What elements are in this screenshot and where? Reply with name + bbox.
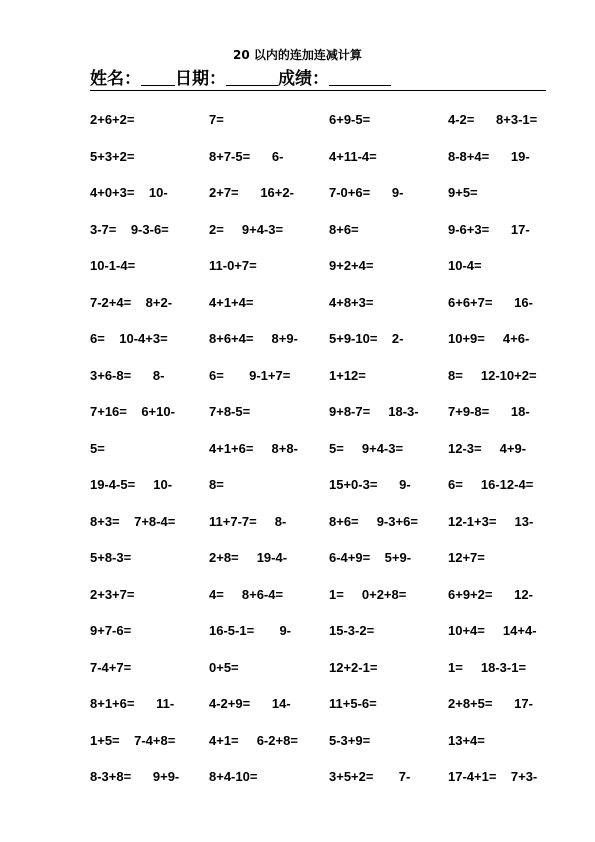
- problem-cell: 8-8+4= 19-: [448, 148, 530, 164]
- problem-cell: 10-4=: [448, 258, 482, 273]
- problem-cell: 8+3= 7+8-4=: [90, 513, 176, 529]
- problem-cell: 4+1+6= 8+8-: [209, 440, 298, 456]
- problem-cell: 19-4-5= 10-: [90, 477, 173, 492]
- problem-cell: 3-7= 9-3-6=: [90, 221, 169, 237]
- problem-cell: 8= 12-10+2=: [448, 367, 537, 383]
- problem-cell: 4+8+3=: [329, 294, 374, 310]
- date-field-blank[interactable]: [226, 67, 278, 86]
- problem-cell: 8+4-10=: [209, 769, 258, 784]
- problem-cell: 2+3+7=: [90, 586, 135, 602]
- problem-cell: 13+4=: [448, 732, 485, 748]
- score-field-blank[interactable]: [329, 67, 391, 86]
- name-field-blank[interactable]: [141, 67, 175, 86]
- score-label: 成绩：: [278, 69, 329, 89]
- problem-cell: 7+16= 6+10-: [90, 404, 175, 419]
- problem-cell: 7-2+4= 8+2-: [90, 294, 173, 310]
- problem-cell: 6+9-5=: [329, 112, 371, 127]
- problem-cell: 5+8-3=: [90, 550, 132, 565]
- problem-cell: 15-3-2=: [329, 623, 375, 638]
- problem-cell: 5-3+9=: [329, 732, 371, 748]
- problem-cell: 4-2+9= 14-: [209, 696, 291, 711]
- problem-cell: 12-1+3= 13-: [448, 513, 534, 529]
- date-label: 日期：: [175, 69, 226, 89]
- problem-cell: 7-0+6= 9-: [329, 185, 404, 200]
- problem-cell: 6= 9-1+7=: [209, 367, 291, 383]
- problem-cell: 2+6+2=: [90, 112, 135, 127]
- problem-cell: 4+1+4=: [209, 294, 254, 310]
- problem-cell: 9+8-7= 18-3-: [329, 404, 419, 419]
- problem-cell: 2= 9+4-3=: [209, 221, 284, 237]
- problem-cell: 4+0+3= 10-: [90, 185, 168, 200]
- problem-cell: 1= 18-3-1=: [448, 659, 527, 675]
- problem-cell: 4= 8+6-4=: [209, 586, 284, 602]
- problem-cell: 6= 16-12-4=: [448, 477, 534, 492]
- problem-cell: 2+7= 16+2-: [209, 185, 294, 200]
- problem-cell: 1= 0+2+8=: [329, 586, 407, 602]
- problem-cell: 12+7=: [448, 550, 485, 565]
- name-label: 姓名：: [90, 69, 141, 89]
- problem-cell: 4-2= 8+3-1=: [448, 112, 538, 127]
- problem-cell: 12-3= 4+9-: [448, 440, 527, 456]
- problem-cell: 5+9-10= 2-: [329, 331, 404, 346]
- problem-cell: 6-4+9= 5+9-: [329, 550, 412, 565]
- problem-cell: 6= 10-4+3=: [90, 331, 168, 346]
- student-info-header: [90, 64, 546, 91]
- problem-cell: 7-4+7=: [90, 659, 132, 675]
- problem-cell: 6+9+2= 12-: [448, 586, 533, 602]
- worksheet-title: 20 以内的连加连减计算: [233, 48, 362, 62]
- problem-cell: 7+8-5=: [209, 404, 251, 419]
- problem-cell: 9+7-6=: [90, 623, 132, 638]
- problem-cell: 3+6-8= 8-: [90, 367, 165, 383]
- problem-cell: 5+3+2=: [90, 148, 135, 164]
- problem-cell: 8+6+4= 8+9-: [209, 331, 298, 346]
- problem-cell: 2+8= 19-4-: [209, 550, 288, 565]
- problem-cell: 5= 9+4-3=: [329, 440, 404, 456]
- problem-cell: 0+5=: [209, 659, 239, 675]
- problem-cell: 11+7-7= 8-: [209, 513, 287, 529]
- problem-cell: 6+6+7= 16-: [448, 294, 533, 310]
- problem-cell: 8+6= 9-3+6=: [329, 513, 418, 529]
- problem-cell: 17-4+1= 7+3-: [448, 769, 538, 784]
- problem-cell: 8=: [209, 477, 224, 492]
- problem-cell: 4+11-4=: [329, 148, 377, 164]
- problem-cell: 12+2-1=: [329, 659, 378, 675]
- problem-cell: 7+9-8= 18-: [448, 404, 530, 419]
- problem-cell: 8+1+6= 11-: [90, 696, 175, 711]
- problem-cell: 2+8+5= 17-: [448, 696, 533, 711]
- problem-cell: 10+4= 14+4-: [448, 623, 537, 638]
- problem-cell: 10+9= 4+6-: [448, 331, 530, 346]
- problem-cell: 11+5-6=: [329, 696, 377, 711]
- problem-cell: 4+1= 6-2+8=: [209, 732, 298, 748]
- problem-cell: 9-6+3= 17-: [448, 221, 530, 237]
- problem-cell: 15+0-3= 9-: [329, 477, 411, 492]
- problem-cell: 16-5-1= 9-: [209, 623, 292, 638]
- problem-cell: 3+5+2= 7-: [329, 769, 411, 784]
- problem-cell: 9+5=: [448, 185, 478, 200]
- problem-cell: 11-0+7=: [209, 258, 257, 273]
- problem-cell: 1+12=: [329, 367, 366, 383]
- problem-cell: 7=: [209, 112, 224, 127]
- problem-cell: 9+2+4=: [329, 258, 374, 273]
- problem-cell: 8-3+8= 9+9-: [90, 769, 180, 784]
- problem-cell: 8+6=: [329, 221, 359, 237]
- problem-cell: 10-1-4=: [90, 258, 136, 273]
- problem-cell: 1+5= 7-4+8=: [90, 732, 176, 748]
- problem-cell: 5=: [90, 440, 105, 456]
- problem-cell: 8+7-5= 6-: [209, 148, 284, 164]
